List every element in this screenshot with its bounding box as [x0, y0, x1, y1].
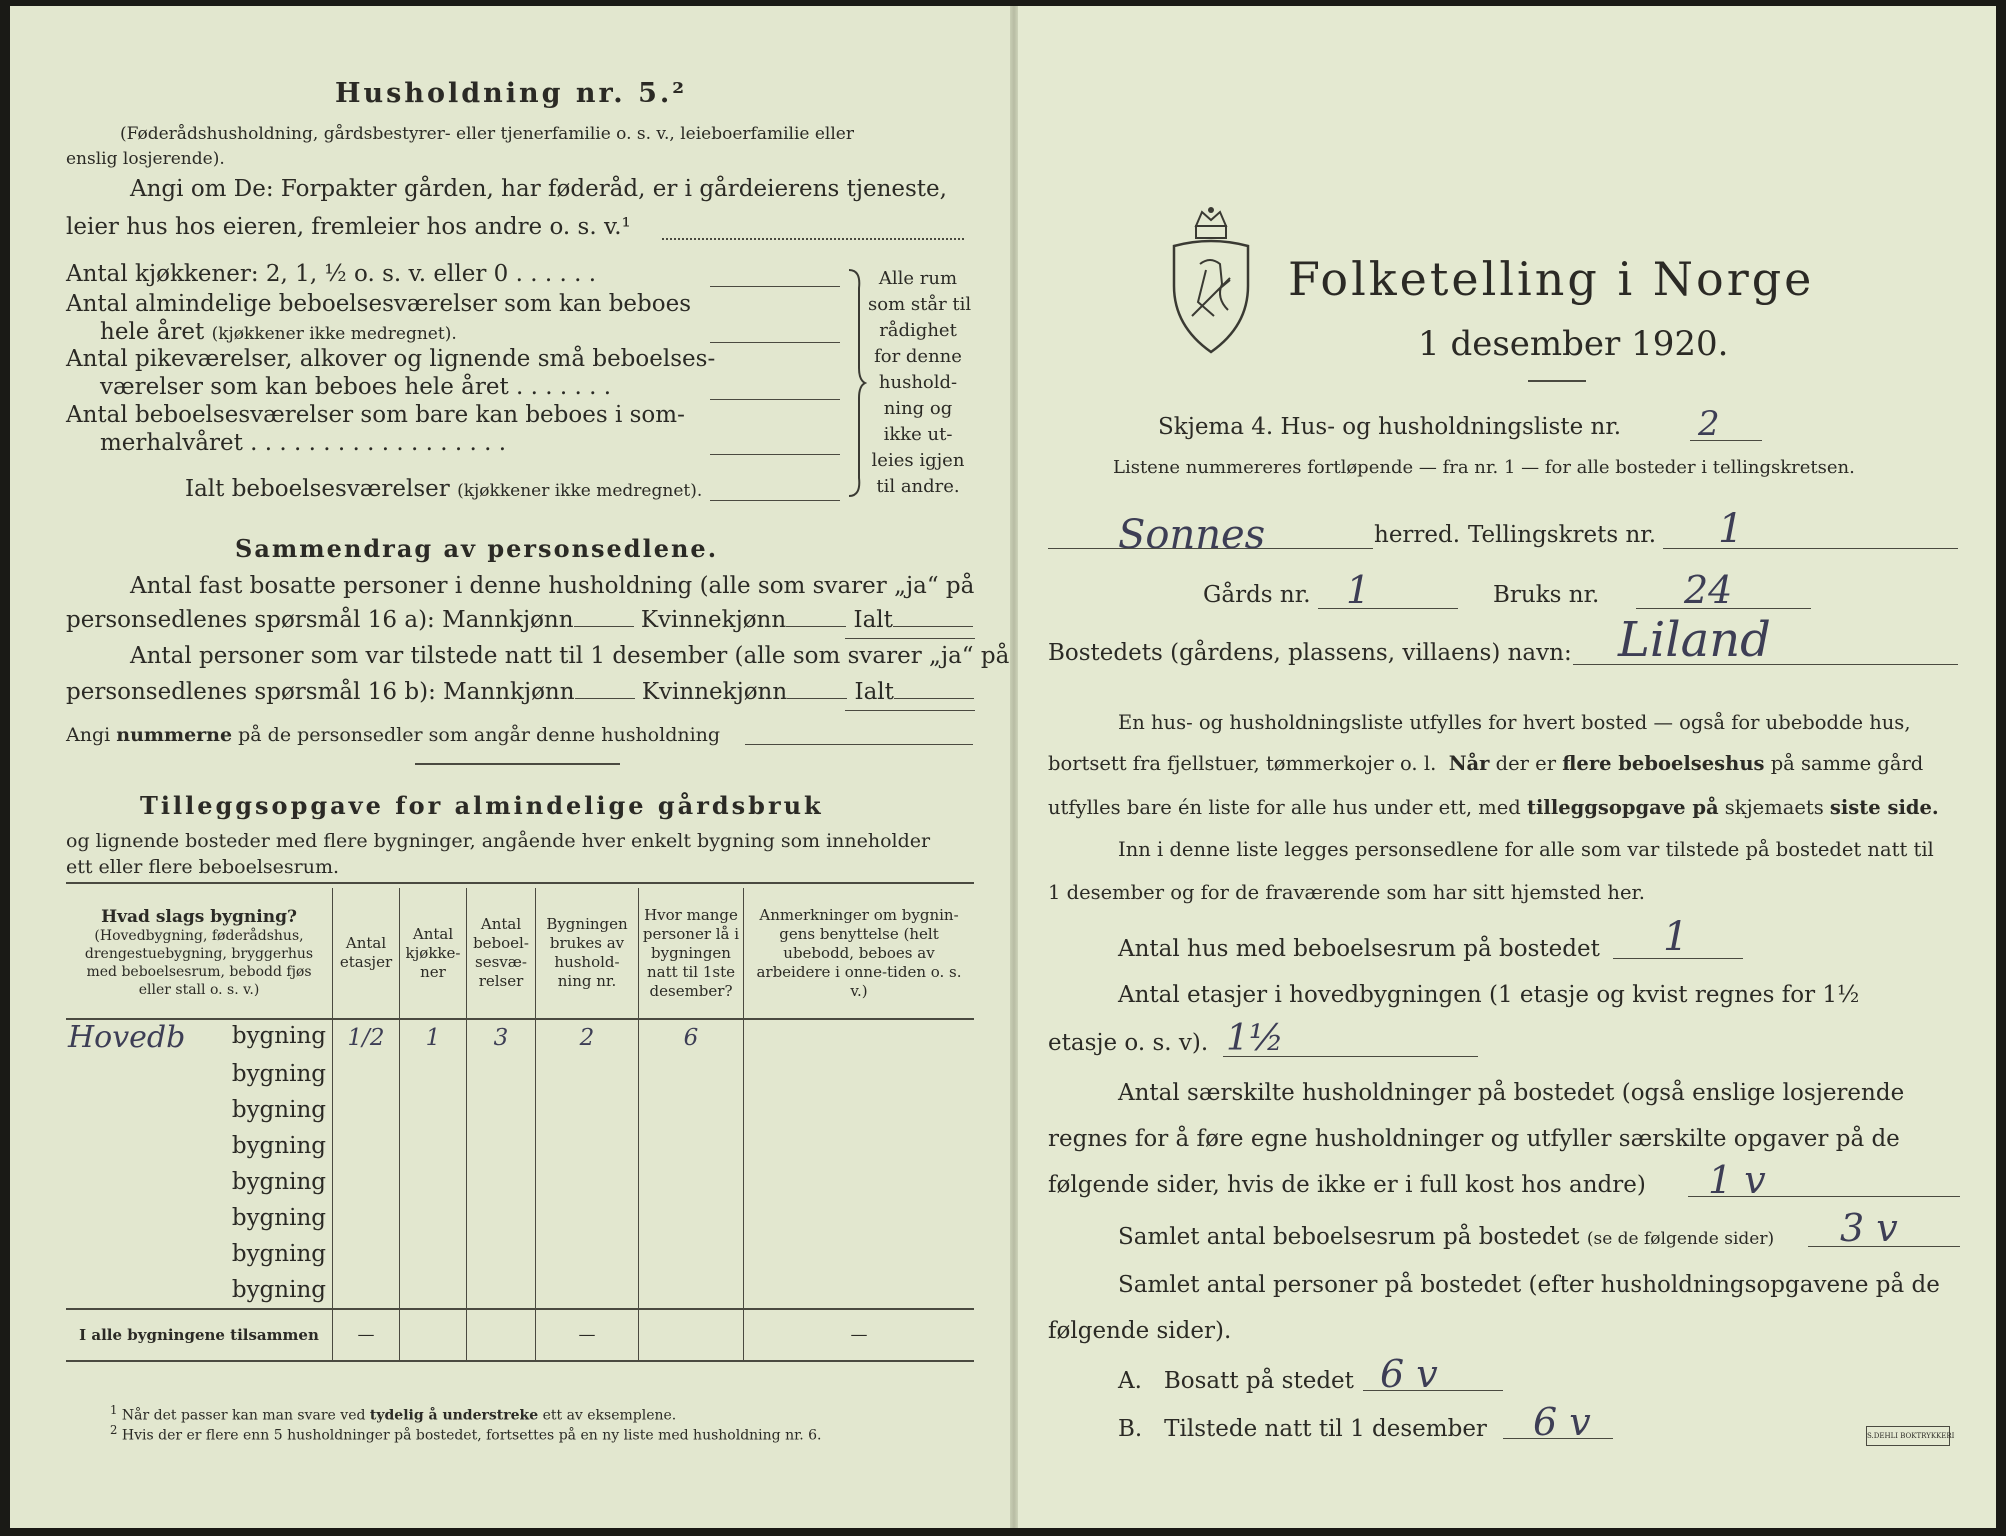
numbering-note: Listene nummereres fortløpende — fra nr. 1 — for alle bosteder i tellingskretsen. [1113, 457, 1855, 478]
table-row: Hovedb bygning 1/2 1 3 2 6 [66, 1019, 974, 1056]
persons-label-2: følgende sider). [1048, 1318, 1232, 1344]
resident-label: A. Bosatt på stedet [1118, 1368, 1354, 1394]
summary-line-2: personsedlenes spørsmål 16 a): Mannkjønn Kvinnekjønn Ialt [66, 607, 973, 633]
residence-name-value: Liland [1618, 612, 1771, 668]
table-row: bygning [66, 1272, 974, 1309]
households-label-1: Antal særskilte husholdninger på bostedet (også enslige losjerende [1118, 1080, 1905, 1106]
summary-title: Sammendrag av personsedlene. [235, 534, 719, 563]
floors-label-1: Antal etasjer i hovedbygningen (1 etasje og kvist regnes for 1½ [1118, 982, 1860, 1008]
angi-line-2: leier hus hos eieren, fremleier hos andre o. s. v.¹ [66, 214, 631, 240]
instruction-2: bortsett fra fjellstuer, tømmerkojer o. l. Når der er flere beboelseshus på samme gård [1048, 752, 1924, 775]
farm-number-label: Gårds nr. [1203, 582, 1311, 608]
summary-line-3: Antal personer som var tilstede natt til 1 desember (alle som svarer „ja“ på [130, 643, 1010, 669]
page-fold [1010, 6, 1018, 1528]
instruction-5: 1 desember og for de fraværende som har sitt hjemsted her. [1048, 881, 1645, 904]
ordinary-rooms-label-2: hele året (kjøkkener ikke medregnet). [100, 319, 457, 345]
footnote-2: $^2$ Hvis der er flere enn 5 husholdninger på bostedet, fortsettes på en ny liste med husholdning nr. 6. [110, 1423, 822, 1444]
household-subtitle-2: enslig losjerende). [66, 149, 225, 169]
houses-value: 1 [1663, 914, 1689, 960]
buildings-table [66, 888, 974, 1362]
district-label: Tellingskrets nr. [1468, 522, 1657, 548]
district-value: 1 [1718, 506, 1744, 552]
schema-number: 2 [1698, 404, 1720, 444]
resident-value: 6 v [1380, 1352, 1438, 1396]
table-header-row: Hvad slags bygning? (Hovedbygning, føderådshus, drengestuebygning, bryggerhus med beboelsesrum, bebodd fjøs eller stall o. s. v.) Antal etasjer Antal kjøkke-ner Antal beboel-sesvæ-relser Bygningen brukes av hushold-ning nr. Hvor mange personer lå i bygningen natt til 1ste desember? Anmerkninger om bygnin-gens benyttelse (helt ubebodd, beboes av arbeidere i onne-tiden o. s. v.) [66, 888, 974, 1019]
footnote-1: $^1$ Når det passer kan man svare ved tydelig å understreke ett av eksemplene. [110, 1403, 677, 1424]
table-row: bygning [66, 1092, 974, 1128]
rooms-total-value: 3 v [1840, 1206, 1898, 1250]
maid-rooms-label-2: værelser som kan beboes hele året . . . . . . . [100, 374, 612, 400]
households-label-2: regnes for å føre egne husholdninger og utfyller særskilte opgaver på de [1048, 1126, 1900, 1152]
maid-rooms-label-1: Antal pikeværelser, alkover og lignende små beboelses- [66, 346, 716, 372]
printer-stamp: S.DEHLI BOKTRYKKERI [1866, 1426, 1950, 1446]
households-label-3: følgende sider, hvis de ikke er i full kost hos andre) [1048, 1172, 1646, 1198]
floors-value: 1½ [1226, 1018, 1284, 1059]
farm-number-value: 1 [1346, 568, 1371, 612]
summary-line-4: personsedlenes spørsmål 16 b): Mannkjønn Kvinnekjønn Ialt [66, 679, 974, 705]
schema-line: Skjema 4. Hus- og husholdningsliste nr. [1158, 414, 1622, 440]
supplement-line-2: ett eller flere beboelsesrum. [66, 856, 340, 878]
persons-label-1: Samlet antal personer på bostedet (efter husholdningsopgavene på de [1118, 1272, 1940, 1298]
summary-line-1: Antal fast bosatte personer i denne husholdning (alle som svarer „ja“ på [130, 573, 975, 599]
census-sheet [10, 6, 1996, 1528]
total-rooms-label: Ialt beboelsesværelser (kjøkkener ikke medregnet). [185, 476, 703, 502]
household-title: Husholdning nr. 5.² [335, 78, 688, 109]
floors-label-2: etasje o. s. v). [1048, 1030, 1209, 1056]
numbers-line: Angi nummerne på de personsedler som angår denne husholdning [66, 724, 721, 746]
supplement-line-1: og lignende bosteder med flere bygninger, angående hver enkelt bygning som inneholder [66, 830, 931, 852]
table-row: bygning [66, 1164, 974, 1200]
table-total-row: I alle bygningene tilsammen — — — [66, 1309, 974, 1361]
present-label: B. Tilstede natt til 1 desember [1118, 1416, 1487, 1442]
left-page [10, 6, 1010, 1528]
brace [845, 268, 867, 498]
instruction-4: Inn i denne liste legges personsedlene for alle som var tilstede på bostedet natt til [1118, 838, 1934, 861]
holding-number-label: Bruks nr. [1493, 582, 1600, 608]
table-row: bygning [66, 1056, 974, 1092]
table-row: bygning [66, 1236, 974, 1272]
census-date: 1 desember 1920. [1418, 324, 1729, 364]
census-title: Folketelling i Norge [1288, 252, 1815, 306]
present-value: 6 v [1533, 1400, 1591, 1444]
holding-number-value: 24 [1684, 568, 1733, 612]
municipality-label: herred. [1374, 522, 1461, 548]
instruction-1: En hus- og husholdningsliste utfylles for hvert bosted — også for ubebodde hus, [1118, 711, 1911, 734]
residence-name-label: Bostedets (gårdens, plassens, villaens) navn: [1048, 640, 1572, 666]
angi-line-1: Angi om De: Forpakter gården, har føderåd, er i gårdeierens tjeneste, [130, 176, 947, 202]
table-row: bygning [66, 1128, 974, 1164]
brace-note: Alle rum som står til rådighet for denne hushold- ning og ikke ut- leies igjen til andre. [868, 268, 972, 497]
kitchens-label: Antal kjøkkener: 2, 1, ½ o. s. v. eller 0 . . . . . . [66, 261, 597, 287]
houses-label: Antal hus med beboelsesrum på bostedet [1118, 936, 1600, 962]
summer-rooms-label-1: Antal beboelsesværelser som bare kan beboes i som- [66, 402, 685, 428]
supplement-title: Tilleggsopgave for almindelige gårdsbruk [140, 791, 824, 820]
table-row: bygning [66, 1200, 974, 1236]
rooms-total-label: Samlet antal beboelsesrum på bostedet (se de følgende sider) [1118, 1224, 1775, 1250]
ordinary-rooms-label-1: Antal almindelige beboelsesværelser som kan beboes [66, 291, 692, 317]
summer-rooms-label-2: merhalvåret . . . . . . . . . . . . . . . . . . [100, 430, 507, 456]
instruction-3: utfylles bare én liste for alle hus under ett, med tilleggsopgave på skjemaets siste side. [1048, 796, 1939, 819]
households-value: 1 v [1708, 1158, 1766, 1202]
household-subtitle-1: (Føderådshusholdning, gårdsbestyrer- eller tjenerfamilie o. s. v., leieboerfamilie eller [120, 124, 854, 144]
right-page [1018, 6, 1996, 1528]
municipality-value: Sonnes [1118, 512, 1266, 558]
coat-of-arms-icon [1170, 206, 1252, 356]
